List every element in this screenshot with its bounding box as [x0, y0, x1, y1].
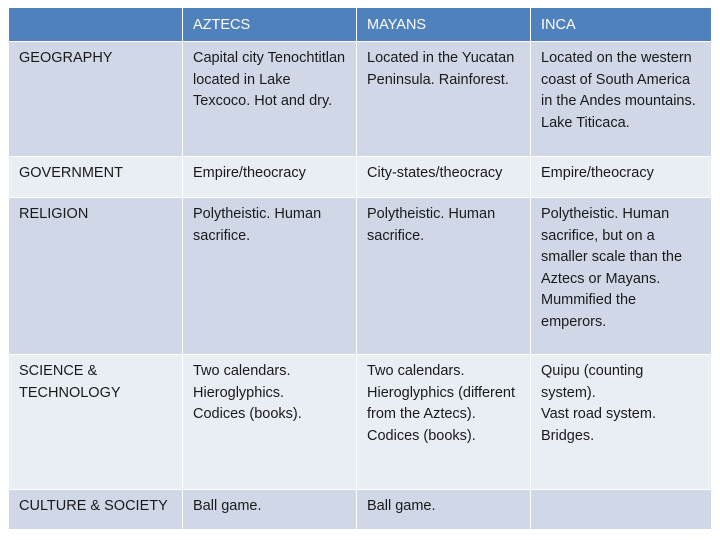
- cell-religion-mayans: Polytheistic. Human sacrifice.: [357, 198, 531, 355]
- table-row-geography: [9, 42, 712, 157]
- cell-science-inca: Quipu (counting system). Vast road system. Bridges.: [531, 355, 712, 490]
- table-row-government: [9, 157, 712, 198]
- row-label-science-technology: SCIENCE & TECHNOLOGY: [9, 355, 183, 490]
- header-row: [9, 8, 712, 42]
- header-inca: INCA: [531, 8, 712, 42]
- cell-government-inca: Empire/theocracy: [531, 157, 712, 198]
- cell-science-mayans: Two calendars. Hieroglyphics (different from the Aztecs). Codices (books).: [357, 355, 531, 490]
- cell-geography-mayans: Located in the Yucatan Peninsula. Rainforest.: [357, 42, 531, 157]
- cell-religion-inca: Polytheistic. Human sacrifice, but on a smaller scale than the Aztecs or Mayans. Mummified the emperors.: [531, 198, 712, 355]
- row-label-geography: GEOGRAPHY: [9, 42, 183, 157]
- row-label-culture-society: CULTURE & SOCIETY: [9, 490, 183, 530]
- header-aztecs: AZTECS: [183, 8, 357, 42]
- row-label-religion: RELIGION: [9, 198, 183, 355]
- header-corner-cell: [9, 8, 183, 42]
- cell-culture-aztecs: Ball game.: [183, 490, 357, 530]
- cell-government-mayans: City-states/theocracy: [357, 157, 531, 198]
- cell-geography-inca: Located on the western coast of South America in the Andes mountains. Lake Titicaca.: [531, 42, 712, 157]
- table-row-science-technology: [9, 355, 712, 490]
- table-row-culture-society: [9, 490, 712, 530]
- civilizations-comparison-table: [8, 7, 712, 530]
- cell-religion-aztecs: Polytheistic. Human sacrifice.: [183, 198, 357, 355]
- cell-culture-inca: [531, 490, 712, 530]
- cell-science-aztecs: Two calendars. Hieroglyphics. Codices (books).: [183, 355, 357, 490]
- cell-culture-mayans: Ball game.: [357, 490, 531, 530]
- civilizations-table-container: [8, 7, 711, 530]
- row-label-government: GOVERNMENT: [9, 157, 183, 198]
- cell-government-aztecs: Empire/theocracy: [183, 157, 357, 198]
- header-mayans: MAYANS: [357, 8, 531, 42]
- table-row-religion: [9, 198, 712, 355]
- cell-geography-aztecs: Capital city Tenochtitlan located in Lake Texcoco. Hot and dry.: [183, 42, 357, 157]
